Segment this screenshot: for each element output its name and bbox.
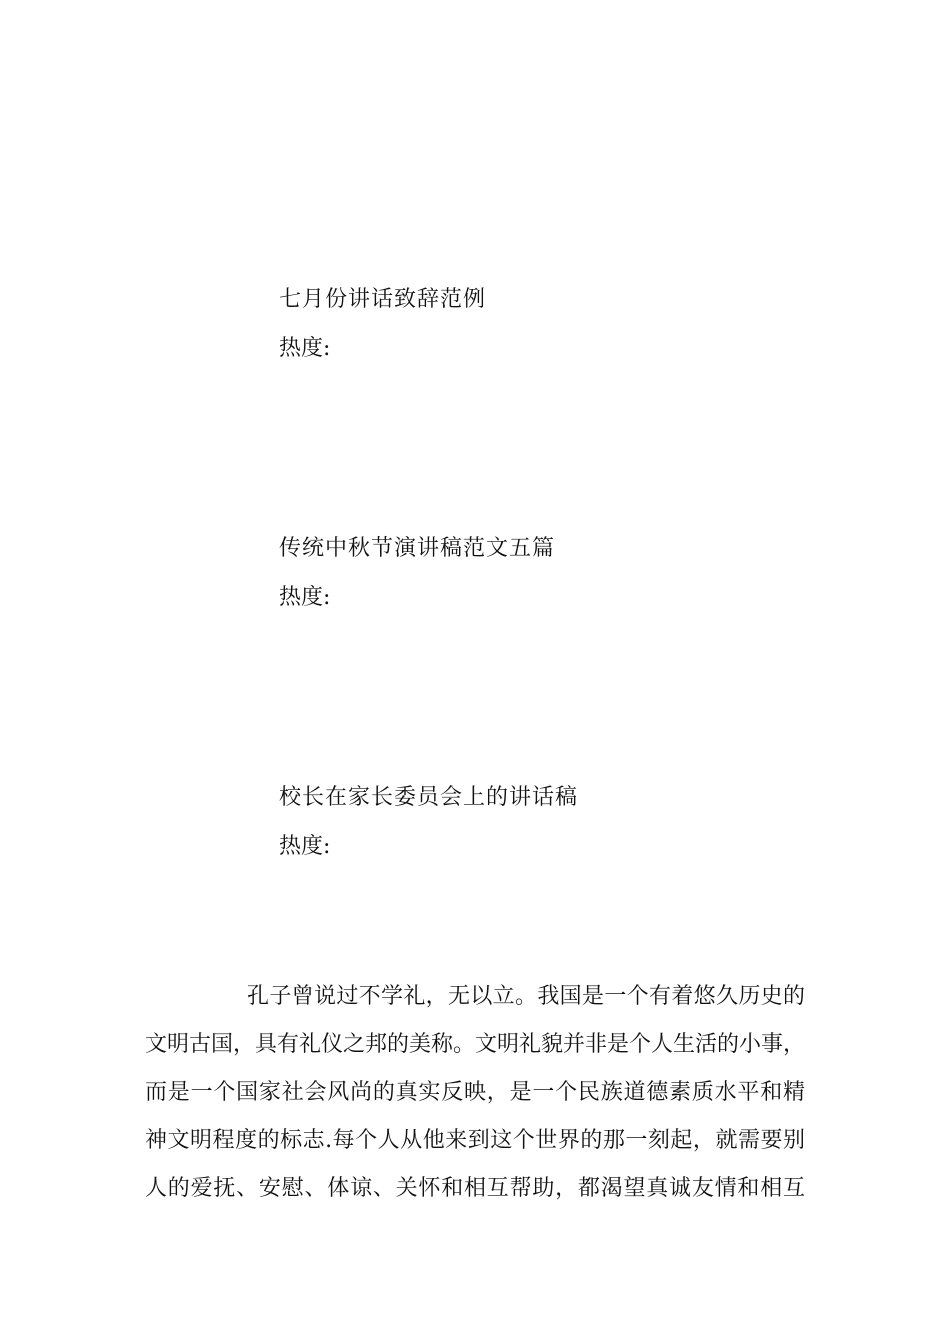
article-heat-label: 热度: <box>279 336 331 361</box>
paragraph-line: 人的爱抚、安慰、体谅、关怀和相互帮助，都渴望真诚友情和相互 <box>145 1176 805 1201</box>
paragraph-line: 而是一个国家社会风尚的真实反映，是一个民族道德素质水平和精 <box>145 1080 805 1105</box>
paragraph-line: 孔子曾说过不学礼，无以立。我国是一个有着悠久历史的 <box>247 984 805 1009</box>
article-entry <box>279 534 839 613</box>
article-entry <box>279 285 839 364</box>
article-heat-label: 热度: <box>279 585 331 610</box>
paragraph-line: 神文明程度的标志.每个人从他来到这个世界的那一刻起，就需要别 <box>145 1128 805 1153</box>
paragraph-line: 文明古国，具有礼仪之邦的美称。文明礼貌并非是个人生活的小事， <box>145 1032 806 1057</box>
article-entry <box>279 783 839 862</box>
body-paragraph <box>145 982 805 1222</box>
article-title[interactable]: 校长在家长委员会上的讲话稿 <box>279 785 579 810</box>
article-heat-label: 热度: <box>279 834 331 859</box>
article-title[interactable]: 七月份讲话致辞范例 <box>279 287 487 312</box>
article-title[interactable]: 传统中秋节演讲稿范文五篇 <box>279 536 556 561</box>
